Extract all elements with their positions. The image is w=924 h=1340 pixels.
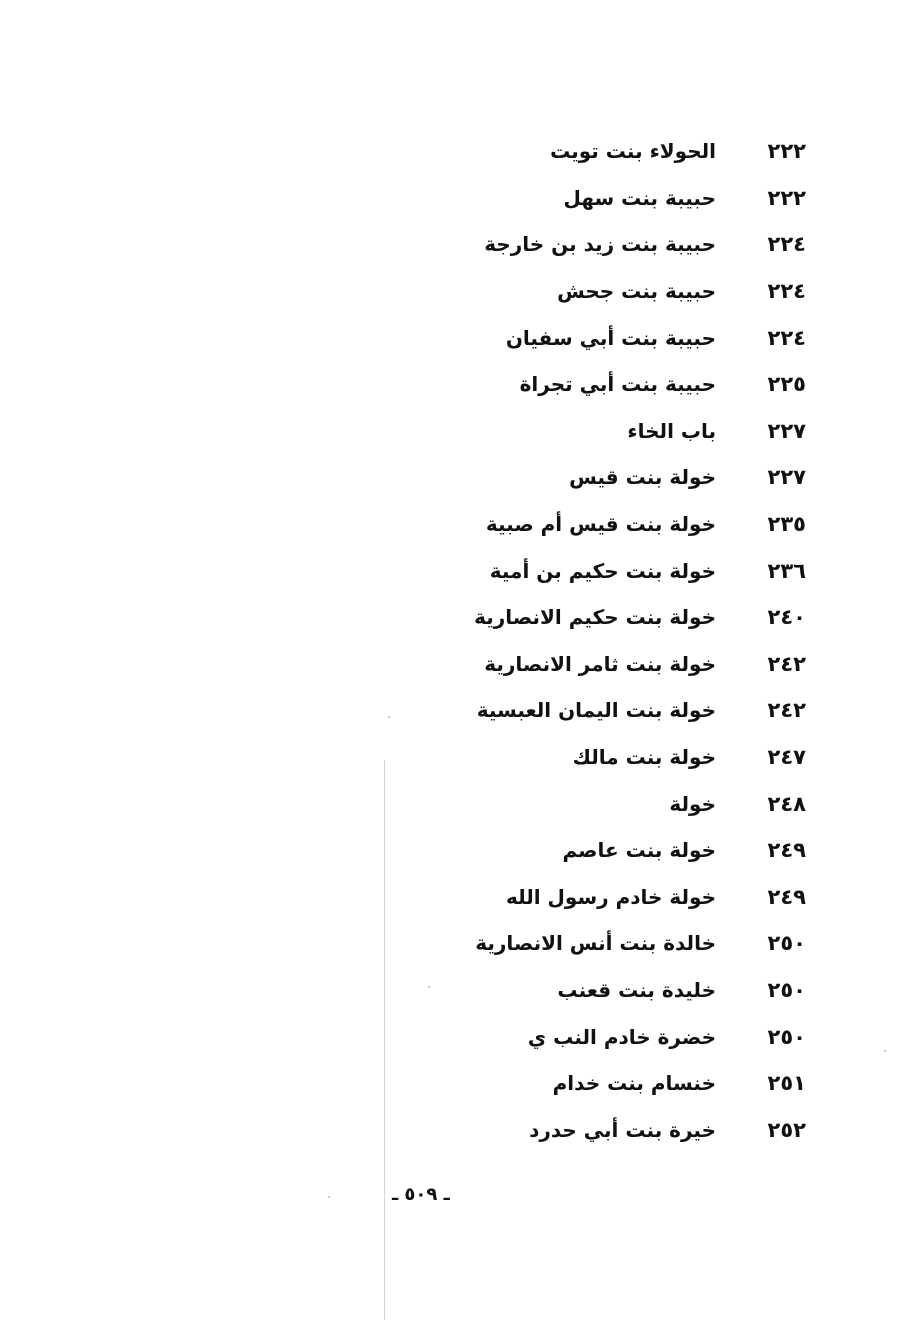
entry-title: خولة بنت حكيم بن أمية bbox=[489, 558, 716, 583]
toc-entry bbox=[286, 268, 806, 315]
entry-page-number: ٢٤٠ bbox=[767, 605, 806, 630]
entry-page-number: ٢٢٤ bbox=[767, 232, 806, 257]
entry-title: خولة بنت مالك bbox=[572, 745, 716, 770]
page-footer-number: ـ ٥٠٩ ـ bbox=[392, 1184, 450, 1205]
entry-title: خالدة بنت أنس الانصارية bbox=[475, 931, 716, 956]
scan-speck bbox=[884, 1050, 886, 1052]
toc-entry bbox=[286, 920, 806, 967]
toc-entry bbox=[286, 967, 806, 1014]
toc-entry bbox=[286, 408, 806, 455]
entry-page-number: ٢٥٠ bbox=[767, 1024, 806, 1049]
entry-page-number: ٢٥٢ bbox=[767, 1117, 806, 1142]
table-of-contents bbox=[286, 128, 806, 1153]
toc-entry bbox=[286, 874, 806, 921]
entry-page-number: ٢٢٧ bbox=[767, 465, 806, 490]
entry-page-number: ٢٢٤ bbox=[767, 325, 806, 350]
entry-page-number: ٢٤٢ bbox=[767, 651, 806, 676]
entry-title: خولة بنت عاصم bbox=[562, 838, 716, 863]
entry-page-number: ٢٥٠ bbox=[767, 977, 806, 1002]
entry-page-number: ٢٤٢ bbox=[767, 698, 806, 723]
toc-entry bbox=[286, 1106, 806, 1153]
toc-entry bbox=[286, 454, 806, 501]
toc-entry bbox=[286, 361, 806, 408]
entry-page-number: ٢٣٦ bbox=[767, 558, 806, 583]
entry-title: خولة bbox=[669, 791, 716, 816]
entry-page-number: ٢٢٧ bbox=[767, 418, 806, 443]
entry-page-number: ٢٣٥ bbox=[767, 512, 806, 537]
entry-title: خولة بنت اليمان العبسية bbox=[476, 698, 716, 723]
entry-page-number: ٢٤٩ bbox=[767, 838, 806, 863]
entry-page-number: ٢٢٢ bbox=[767, 139, 806, 164]
scan-speck bbox=[388, 716, 390, 718]
entry-title: الحولاء بنت تويت bbox=[550, 139, 716, 164]
entry-page-number: ٢٢٤ bbox=[767, 279, 806, 304]
entry-title: حبيبة بنت زيد بن خارجة bbox=[484, 232, 716, 257]
toc-entry bbox=[286, 128, 806, 175]
entry-title: خولة بنت قيس bbox=[569, 465, 716, 490]
toc-entry bbox=[286, 314, 806, 361]
toc-entry bbox=[286, 827, 806, 874]
toc-entry bbox=[286, 687, 806, 734]
entry-title: باب الخاء bbox=[627, 418, 716, 443]
entry-page-number: ٢٥١ bbox=[767, 1071, 806, 1096]
entry-page-number: ٢٤٨ bbox=[767, 791, 806, 816]
entry-page-number: ٢٤٧ bbox=[767, 745, 806, 770]
entry-title: خولة خادم رسول الله bbox=[505, 884, 716, 909]
entry-page-number: ٢٥٠ bbox=[767, 931, 806, 956]
entry-page-number: ٢٢٥ bbox=[767, 372, 806, 397]
scan-speck bbox=[428, 986, 430, 988]
entry-title: خنسام بنت خدام bbox=[552, 1071, 716, 1096]
scan-artifact-line bbox=[384, 760, 385, 1320]
toc-entry bbox=[286, 1013, 806, 1060]
toc-entry bbox=[286, 594, 806, 641]
toc-entry bbox=[286, 780, 806, 827]
entry-title: خولة بنت حكيم الانصارية bbox=[474, 605, 716, 630]
entry-title: خضرة خادم النب ي bbox=[527, 1024, 716, 1049]
scan-speck bbox=[328, 1196, 330, 1198]
toc-entry bbox=[286, 547, 806, 594]
toc-entry bbox=[286, 175, 806, 222]
toc-entry bbox=[286, 221, 806, 268]
toc-entry bbox=[286, 1060, 806, 1107]
entry-title: خيرة بنت أبي حدرد bbox=[529, 1117, 716, 1142]
entry-title: خليدة بنت قعنب bbox=[557, 977, 716, 1002]
toc-entry bbox=[286, 501, 806, 548]
entry-title: حبيبة بنت أبي تجراة bbox=[519, 372, 716, 397]
entry-page-number: ٢٢٢ bbox=[767, 185, 806, 210]
entry-title: حبيبة بنت سهل bbox=[563, 185, 716, 210]
entry-title: حبيبة بنت أبي سفيان bbox=[505, 325, 716, 350]
entry-title: حبيبة بنت جحش bbox=[557, 279, 716, 304]
entry-title: خولة بنت ثامر الانصارية bbox=[484, 651, 716, 676]
entry-title: خولة بنت قيس أم صبية bbox=[485, 512, 716, 537]
toc-entry bbox=[286, 734, 806, 781]
entry-page-number: ٢٤٩ bbox=[767, 884, 806, 909]
toc-entry bbox=[286, 641, 806, 688]
